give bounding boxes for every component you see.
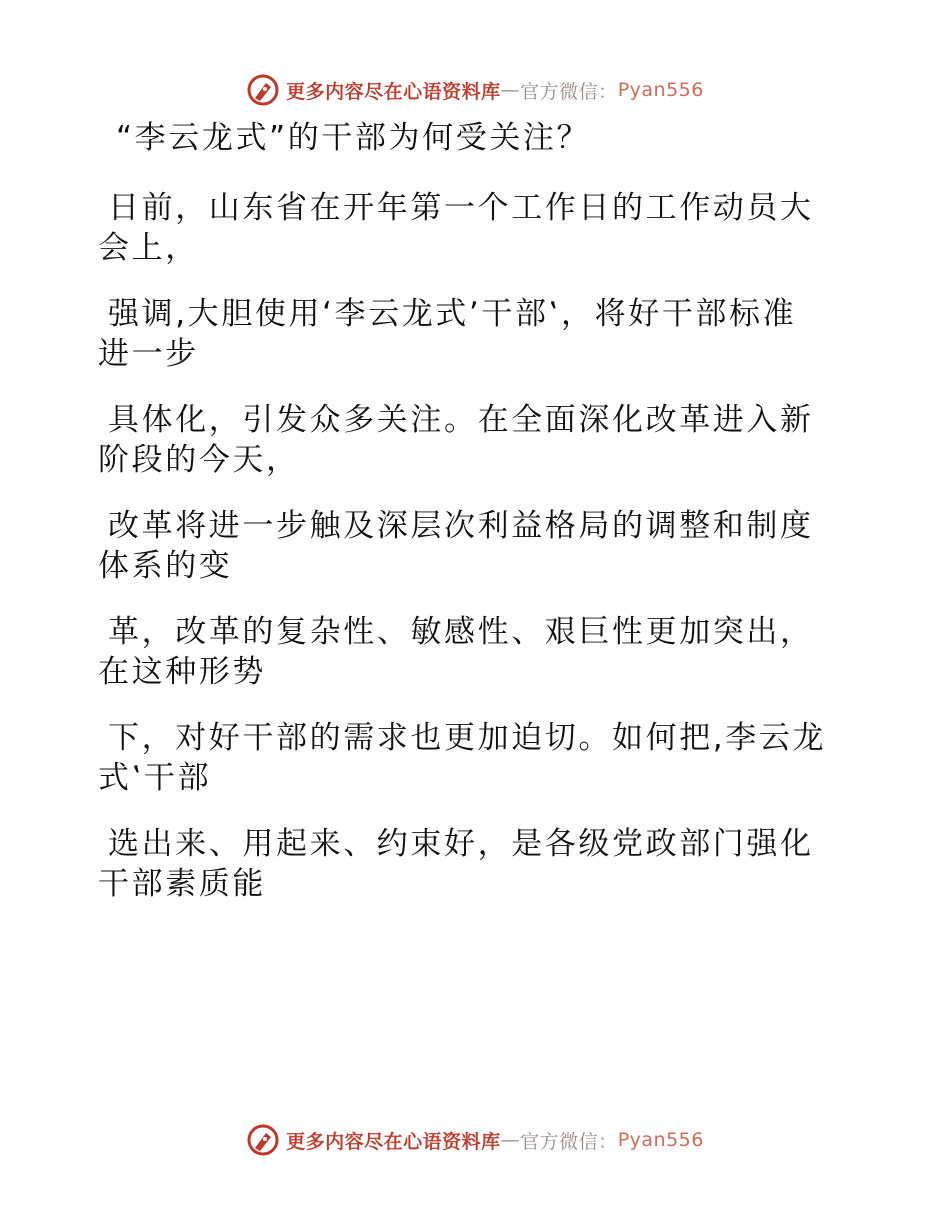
header-watermark-banner (0, 70, 950, 110)
document-title: “李云龙式”的干部为何受关注？ (116, 120, 591, 156)
paragraph-line: 强调,大胆使用‘李云龙式’干部‛，将好干部标准 (108, 296, 797, 332)
pen-nib-logo-icon (246, 1123, 280, 1157)
paragraph-line: 具体化，引发众多关注。在全面深化改革进入新 (108, 402, 814, 438)
paragraph-line: 在这种形势 (98, 654, 266, 690)
footer-watermark-banner (0, 1120, 950, 1160)
banner-wechat-id: Pyan556 (617, 1129, 704, 1151)
paragraph-line: 进一步 (98, 336, 199, 372)
banner-main-text: 更多内容尽在心语资料库 (286, 1130, 501, 1153)
paragraph-line: 体系的变 (98, 548, 233, 584)
paragraph-line: 干部素质能 (98, 866, 266, 902)
banner-wechat-id: Pyan556 (617, 79, 704, 101)
banner-wechat-label: 官方微信： (520, 1130, 618, 1153)
banner-wechat-label: 官方微信： (520, 80, 618, 103)
banner-main-text: 更多内容尽在心语资料库 (286, 80, 501, 103)
paragraph-line: 阶段的今天， (98, 442, 300, 478)
paragraph-line: 会上， (98, 230, 199, 266)
paragraph-line: 下，对好干部的需求也更加迫切。如何把,李云龙 (108, 720, 827, 756)
paragraph-line: 选出来、用起来、约束好，是各级党政部门强化 (108, 826, 814, 862)
document-body (98, 118, 858, 930)
pen-nib-logo-icon (246, 73, 280, 107)
paragraph-line: 式‛干部 (98, 760, 212, 796)
paragraph-line: 改革将进一步触及深层次利益格局的调整和制度 (108, 508, 814, 544)
banner-separator: — (500, 79, 521, 101)
paragraph-line: 日前，山东省在开年第一个工作日的工作动员大 (108, 190, 814, 226)
banner-separator: — (500, 1129, 521, 1151)
paragraph-line: 革，改革的复杂性、敏感性、艰巨性更加突出， (108, 614, 814, 650)
